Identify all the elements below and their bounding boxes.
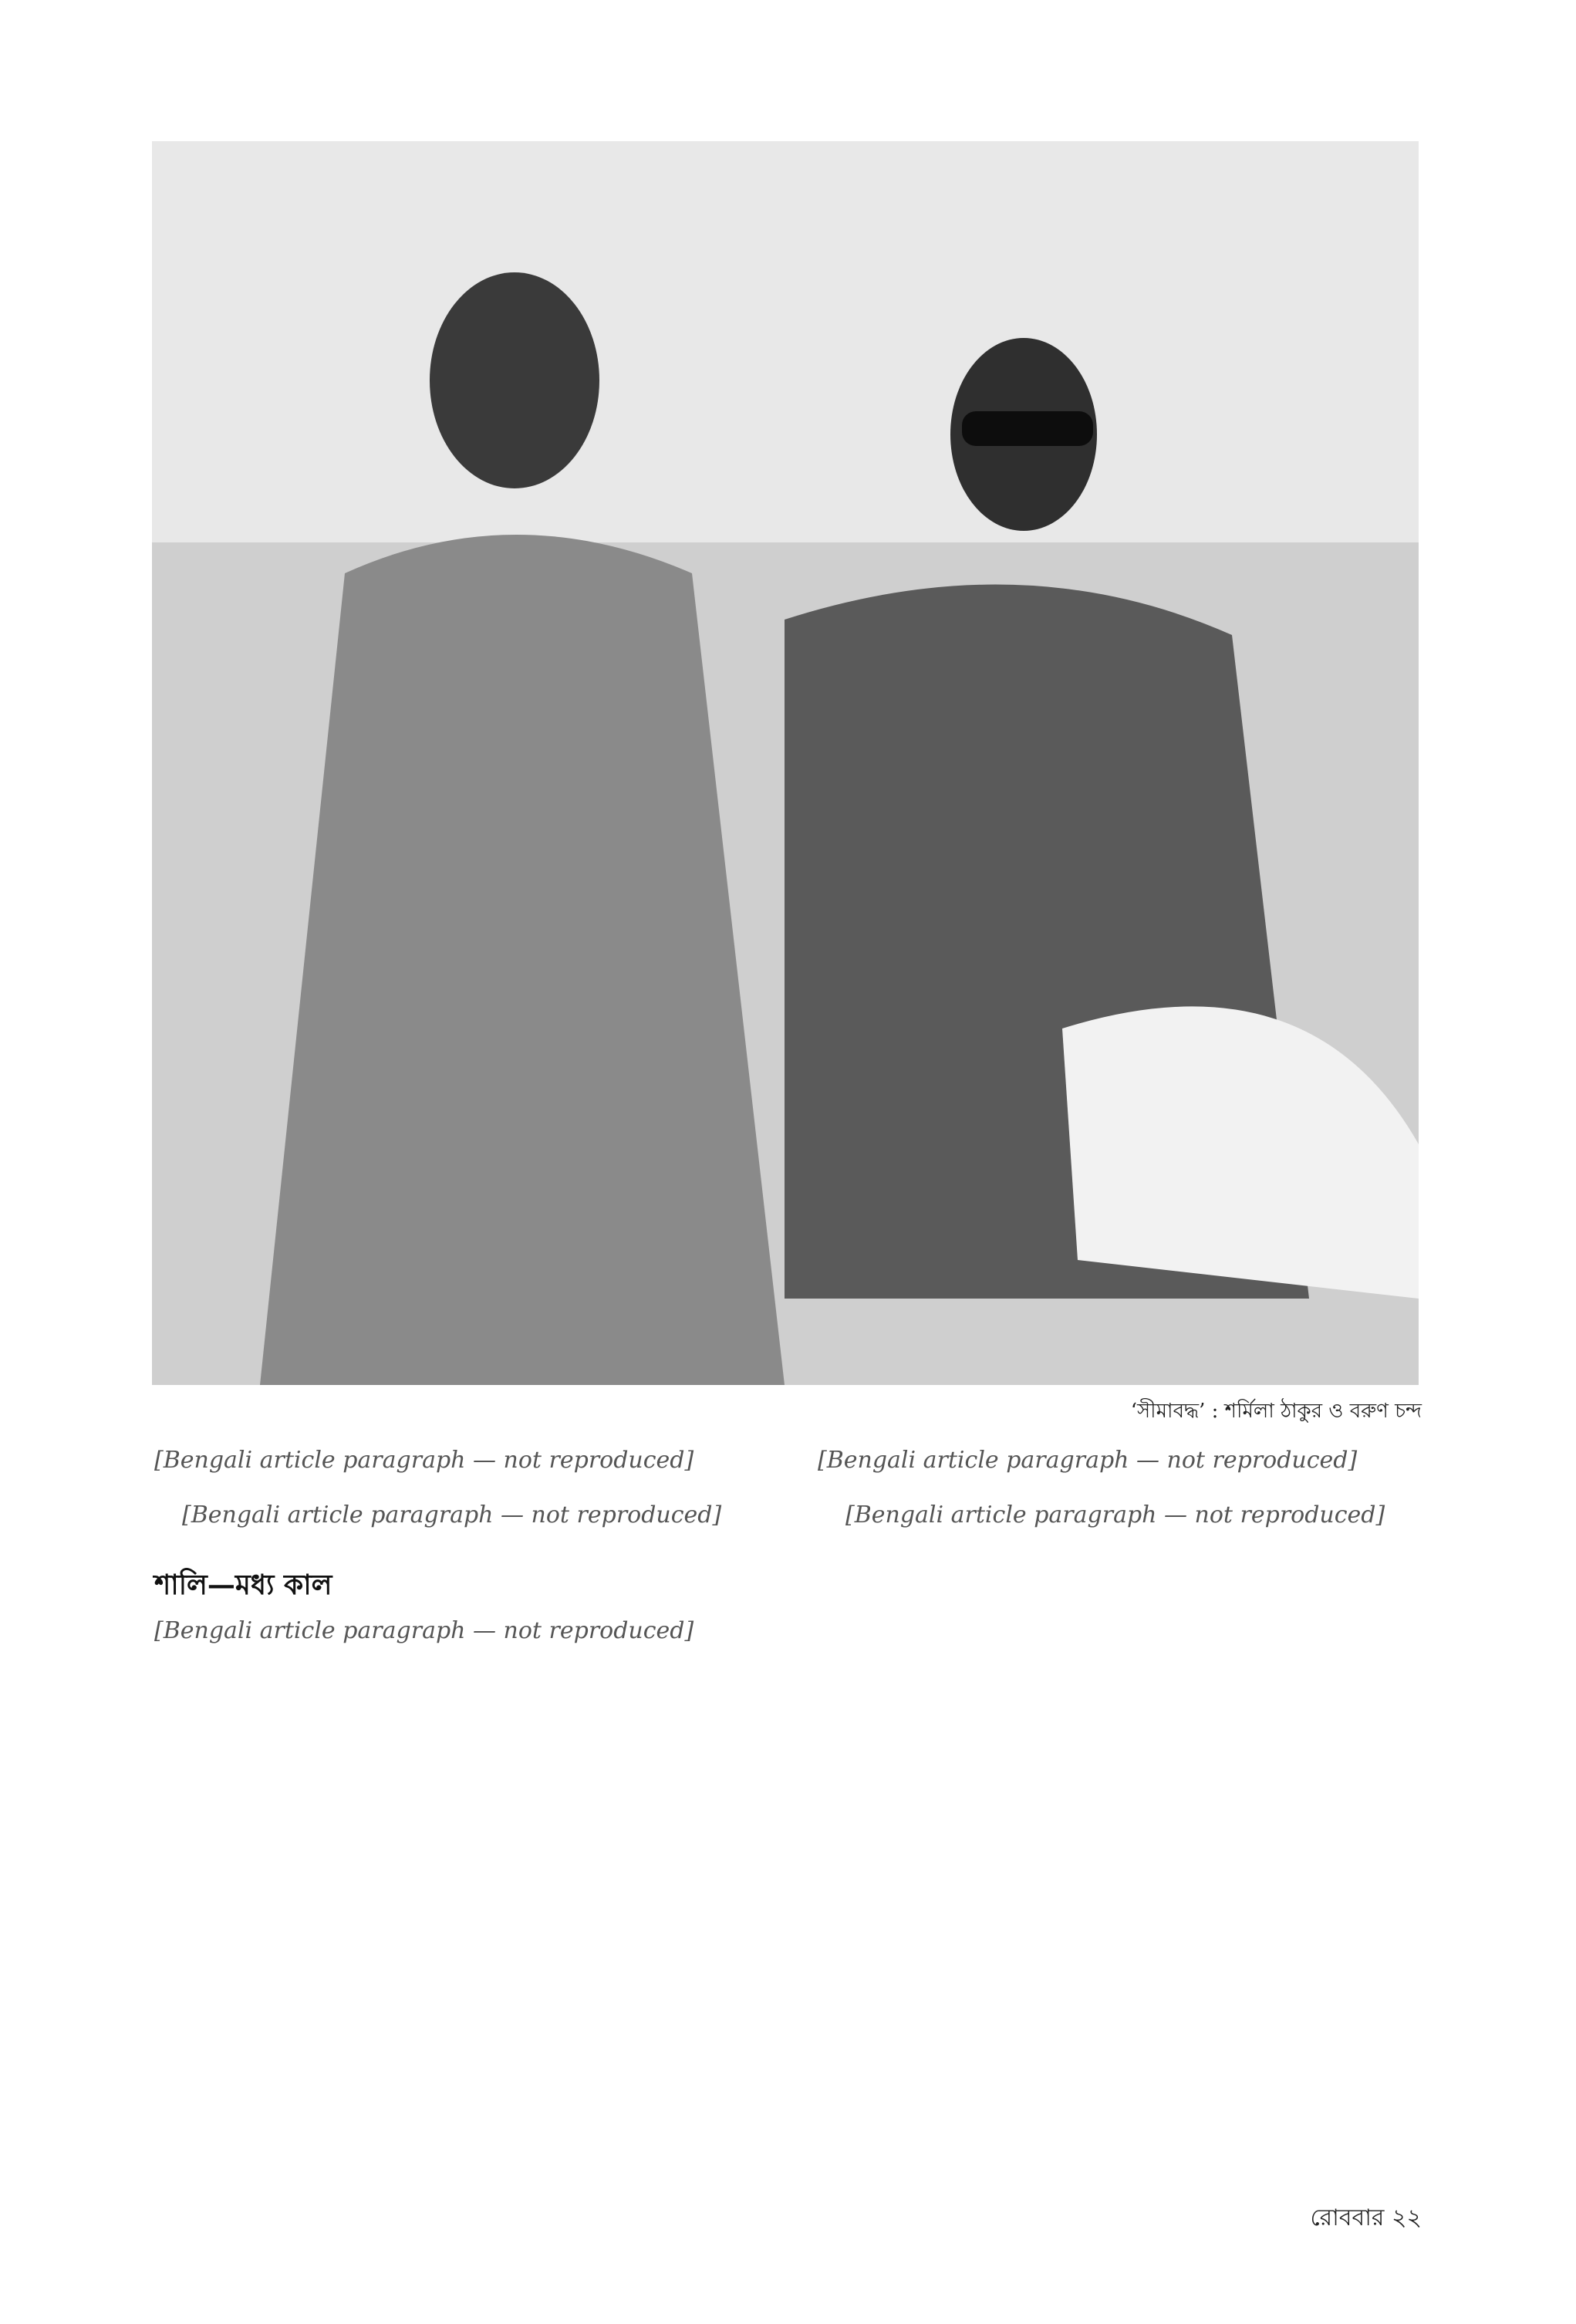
- section-heading: শালি—মধ্য কাল: [154, 1569, 332, 1601]
- photo-backdrop: [152, 141, 1419, 542]
- right-paragraph-2: [Bengali article paragraph — not reproduced]: [845, 1501, 1385, 1529]
- photo-caption: ‘সীমাবদ্ধ’ : শর্মিলা ঠাকুর ও বরুণ চন্দ: [1130, 1400, 1422, 1423]
- page-footer: রোববার ২২: [1310, 2204, 1422, 2231]
- film-still-photo: [152, 141, 1419, 1385]
- right-paragraph-1: [Bengali article paragraph — not reproduced]: [818, 1447, 1358, 1474]
- right-text-column: [818, 1443, 1427, 1552]
- woman-head: [430, 272, 599, 488]
- left-paragraph-2: [Bengali article paragraph — not reproduced]: [182, 1501, 722, 1529]
- left-paragraph-1: [Bengali article paragraph — not reproduced]: [154, 1447, 694, 1474]
- left-paragraph-3: [Bengali article paragraph — not reproduced]: [154, 1616, 694, 1644]
- photo-illustration: [152, 141, 1419, 1385]
- sunglasses: [962, 411, 1093, 446]
- left-text-column: [154, 1443, 764, 1667]
